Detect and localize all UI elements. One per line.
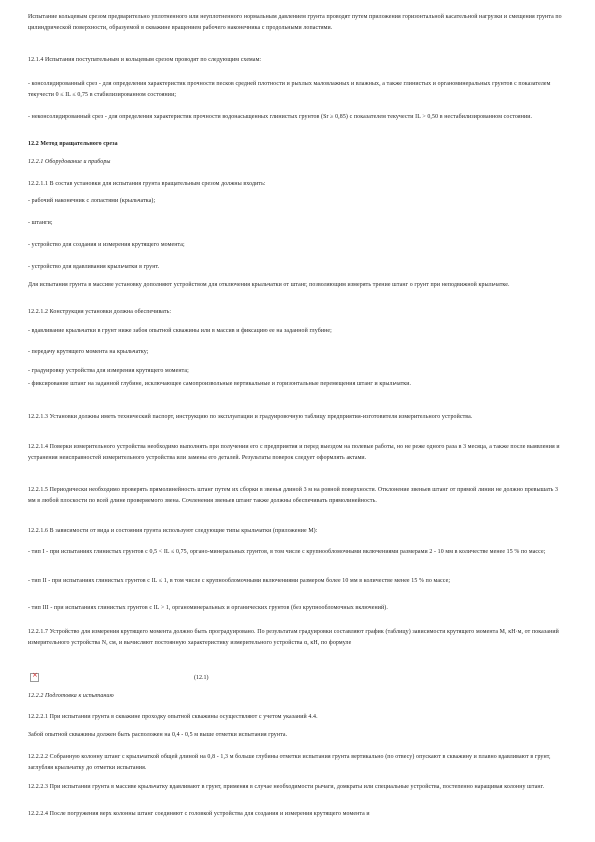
paragraph-12-2-1-2: 12.2.1.2 Конструкция установки должна обеспечивать: — [28, 309, 172, 315]
paragraph-12-2-1-1: 12.2.1.1 В состав установки для испытания грунта вращательным срезом должны входить: — [28, 181, 266, 187]
list-item-indentation-device: - устройство для вдавливания крыльчатки в грунт. — [28, 264, 160, 270]
formula-number: (12.1) — [194, 675, 209, 681]
section-heading-12-2: 12.2 Метод вращательного среза — [28, 141, 118, 147]
paragraph-12-1-4: 12.1.4 Испытания поступательным и кольцевым срезом проводят по следующим схемам: — [28, 57, 262, 63]
subsection-heading-12-2-1: 12.2.1 Оборудование и приборы — [28, 159, 111, 165]
paragraph-disconnect-device: Для испытания грунта в массиве установку дополняют устройством для отключения крыльчатки от штанг, позволяющим измерять трение штанг о грунт при неподвижной крыльчатке. — [28, 282, 510, 288]
paragraph-ring-shear-intro: Испытание кольцевым срезом предварительно уплотненного или неуплотненного нормальным давлением грунта проводят путем приложения горизонтальной касательной нагрузки и смещения грунта по цилиндрической поверхности, образуемой в скважине вращением рабочего наконечника с продольными лопастями. — [28, 14, 562, 31]
paragraph-borehole-bottom: Забой опытной скважины должен быть расположен на 0,4 - 0,5 м выше отметки испытания грунта. — [28, 732, 288, 738]
list-item-torque-transfer: - передачу крутящего момента на крыльчатку; — [28, 349, 149, 355]
list-item-impeller: - рабочий наконечник с лопастями (крыльчатка); — [28, 198, 156, 204]
list-item-rod-fixation: - фиксирование штанг на заданной глубине, исключающее самопроизвольные вертикальные и горизонтальные перемещения штанг и крыльчатки. — [28, 381, 412, 387]
paragraph-12-2-1-3: 12.2.1.3 Установки должны иметь технический паспорт, инструкцию по эксплуатации и градуировочную таблицу предприятия-изготовителя измерительного устройства. — [28, 414, 473, 420]
list-item-torque-device: - устройство для создания и измерения крутящего момента; — [28, 242, 185, 248]
paragraph-12-2-1-5: 12.2.1.5 Периодически необходимо проверять прямолинейность штанг путем их сборки в звенья длиной 3 м на ровной поверхности. Отклонение звеньев штанг от прямой линии не должно превышать 3 мм в любой плоскости по всей длине проверяемого звена. Сочленения звеньев штанг также должны обеспечивать прямолинейность. — [28, 487, 559, 504]
list-item-indentation: - вдавливание крыльчатки в грунт ниже забоя опытной скважины или в массив и фиксацию ее на заданной глубине; — [28, 328, 332, 334]
paragraph-consolidated-shear: - консолидированный срез - для определения характеристик прочности песков средней плотности и рыхлых маловлажных и влажных, а также глинистых и органоминеральных грунтов с показателем текучести 0 ≤ IL ≤ 0,75 в стабилизированном состоянии; — [28, 81, 551, 98]
list-item-calibration: - градуировку устройства для измерения крутящего момента; — [28, 368, 189, 374]
paragraph-12-2-1-7: 12.2.1.7 Устройство для измерения крутящего момента должно быть проградуировано. По результатам градуировки составляют график (таблицу) зависимости крутящего момента M, кН·м, от показаний измерительного устройства N, см, и вычисляют постоянную характеристику измерительного устройства α, кН, по формуле — [28, 629, 559, 646]
list-item-type-1: - тип I - при испытаниях глинистых грунтов с 0,5 < IL ≤ 0,75, органо-минеральных грунтов, в том числе с крупнообломочными включениями размерами 2 - 10 мм в количестве менее 15 % по массе; — [28, 549, 546, 555]
list-item-type-3: - тип III - при испытаниях глинистых грунтов с IL > 1, органоминеральных и органических грунтов (без крупнообломочных включений). — [28, 605, 388, 611]
paragraph-12-2-2-1: 12.2.2.1 При испытании грунта в скважине проходку опытной скважины осуществляют с учетом указаний 4.4. — [28, 714, 318, 720]
paragraph-12-2-2-3: 12.2.2.3 При испытании грунта в массиве крыльчатку вдавливают в грунт, применяя в случае необходимости рычаги, домкраты или специальные устройства, постепенно наращивая колонну штанг. — [28, 784, 545, 790]
paragraph-12-2-2-2: 12.2.2.2 Собранную колонну штанг с крыльчаткой общей длиной на 0,8 - 1,3 м больше глубины отметки испытания грунта вертикально (по отвесу) опускают в скважину и плавно вдавливают в грунт, заглубляя крыльчатку до отметки испытания. — [28, 754, 551, 771]
paragraph-unconsolidated-shear: - неконсолидированный срез - для определения характеристик прочности водонасыщенных глинистых грунтов (Sr ≥ 0,85) с показателем текучести IL > 0,50 в нестабилизированном состоянии. — [28, 114, 533, 120]
subsection-heading-12-2-2: 12.2.2 Подготовка к испытанию — [28, 693, 114, 699]
list-item-type-2: - тип II - при испытаниях глинистых грунтов с IL ≤ 1, в том числе с крупнообломочными включениями размером более 10 мм в количестве менее 15 % по массе; — [28, 578, 451, 584]
formula-row — [28, 672, 564, 686]
paragraph-12-2-2-4: 12.2.2.4 После погружения верх колонны штанг соединяют с головкой устройства для создания и измерения крутящего момента и — [28, 811, 370, 817]
paragraph-12-2-1-4: 12.2.1.4 Поверки измерительного устройства необходимо выполнять при получении его с предприятия и перед выездом на полевые работы, но не реже одного раза в 3 месяца, а также после выявления и устранения неисправностей измерительного устройства или замены его деталей. Результаты поверок следует оформлять актами. — [28, 444, 560, 461]
list-item-rods: - штанги; — [28, 220, 53, 226]
formula-image-icon — [30, 673, 39, 682]
paragraph-12-2-1-6: 12.2.1.6 В зависимости от вида и состояния грунта используют следующие типы крыльчатки (приложение М): — [28, 528, 318, 534]
